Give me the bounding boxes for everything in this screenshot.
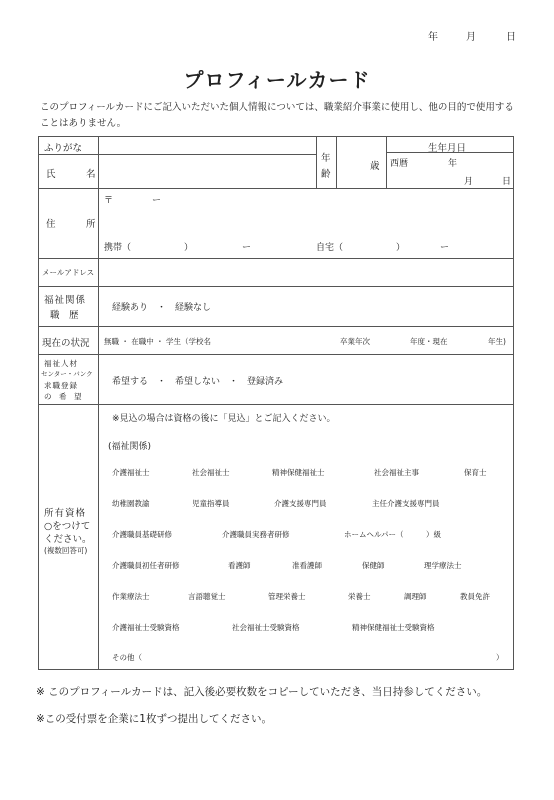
furigana-field[interactable]: [100, 137, 314, 153]
welfare-label-1: 福祉関係: [44, 295, 87, 306]
footer-note-2: ※この受付票を企業に1枚ずつ提出してください。: [36, 713, 272, 725]
home-close: ）: [396, 243, 406, 253]
qual-label-3: ください。: [44, 534, 92, 545]
name-label-1: 氏: [46, 169, 56, 180]
status-grade: 年生): [488, 337, 506, 346]
date-year-label: 年: [428, 32, 438, 43]
qual-item[interactable]: 栄養士: [348, 592, 371, 601]
status-label: 現在の状況: [42, 338, 90, 349]
date-month-label: 月: [466, 32, 476, 43]
qual-category: (福祉関係): [108, 442, 152, 452]
qual-item[interactable]: 社会福祉士: [192, 468, 230, 477]
qual-item[interactable]: 調理師: [404, 592, 427, 601]
qual-other-close: ）: [496, 653, 504, 662]
qual-item[interactable]: 准看護師: [292, 561, 322, 570]
email-label: メールアドレス: [42, 268, 95, 277]
birth-month: 月: [464, 177, 474, 187]
qual-label-2: ○をつけて: [44, 521, 91, 532]
qual-item[interactable]: 保育士: [464, 468, 487, 477]
qual-item[interactable]: ホームヘルパー（ ）級: [344, 530, 441, 539]
qual-label-1: 所有資格: [44, 508, 87, 519]
home-dash: ー: [440, 243, 450, 253]
address-label-2: 所: [86, 219, 96, 230]
mobile-close: ）: [184, 243, 194, 253]
age-label-1: 年: [321, 153, 331, 164]
qual-item[interactable]: 介護職員初任者研修: [112, 561, 180, 570]
home-label: 自宅（: [316, 243, 344, 253]
qual-item[interactable]: 児童指導員: [192, 499, 230, 508]
birth-day: 日: [502, 177, 512, 187]
bank-label-4: の 希 望: [44, 392, 82, 401]
name-field[interactable]: [100, 156, 314, 186]
furigana-label: ふりがな: [44, 143, 83, 154]
qual-item[interactable]: 介護福祉士: [112, 468, 150, 477]
qual-item[interactable]: 作業療法士: [112, 592, 150, 601]
birth-year: 年: [448, 159, 458, 169]
bank-label-2: センター・バンク: [41, 370, 93, 378]
qual-item[interactable]: 介護福祉士受験資格: [112, 623, 180, 632]
address-label-1: 住: [46, 219, 56, 230]
mobile-dash: ー: [242, 243, 252, 253]
qual-note: ※見込の場合は資格の後に「見込」とご記入ください。: [112, 414, 336, 424]
bank-label-3: 求職登録: [44, 381, 78, 390]
bank-options[interactable]: 希望する ・ 希望しない ・ 登録済み: [112, 377, 284, 387]
status-options[interactable]: 無職 ・ 在職中 ・ 学生（学校名: [104, 337, 212, 346]
page-title: プロフィールカード: [183, 68, 371, 92]
bank-label-1: 福祉人材: [44, 359, 78, 368]
address-field[interactable]: [100, 205, 512, 235]
name-label-2: 名: [86, 169, 96, 180]
footer-note-1: ※ このプロフィールカードは、記入後必要枚数をコピーしていただき、当日持参してください。: [36, 686, 488, 698]
qual-item[interactable]: 介護支援専門員: [274, 499, 327, 508]
qual-label-4: (複数回答可): [44, 546, 88, 555]
qual-item[interactable]: 精神保健福祉士: [272, 468, 325, 477]
qual-other-label[interactable]: その他（: [112, 653, 142, 662]
date-day-label: 日: [506, 32, 516, 43]
status-grad-year: 卒業年次: [340, 337, 370, 346]
age-field[interactable]: [338, 138, 374, 186]
qual-item[interactable]: 保健師: [362, 561, 385, 570]
qual-item[interactable]: 管理栄養士: [268, 592, 306, 601]
welfare-label-2: 職 歴: [50, 310, 79, 321]
birth-label: 生年月日: [428, 143, 467, 154]
email-field[interactable]: [100, 260, 512, 284]
qual-item[interactable]: 幼稚園教諭: [112, 499, 150, 508]
qual-item[interactable]: 看護師: [228, 561, 251, 570]
qual-item[interactable]: 社会福祉士受験資格: [232, 623, 300, 632]
mobile-label: 携帯（: [104, 243, 132, 253]
intro-text: このプロフィールカードにご記入いただいた個人情報については、職業紹介事業に使用し、他の目的で使用することはありません。: [40, 102, 514, 129]
qual-item[interactable]: 社会福祉主事: [374, 468, 419, 477]
qual-item[interactable]: 精神保健福祉士受験資格: [352, 623, 435, 632]
age-unit: 歳: [370, 161, 380, 172]
age-label-2: 齢: [321, 169, 331, 180]
birth-era: 西暦: [390, 159, 409, 169]
status-current: 年度・現在: [410, 337, 448, 346]
qual-item[interactable]: 教員免許: [460, 592, 490, 601]
qual-item[interactable]: 介護職員実務者研修: [222, 530, 290, 539]
welfare-options[interactable]: 経験あり ・ 経験なし: [112, 303, 212, 313]
qual-item[interactable]: 言語聴覚士: [188, 592, 226, 601]
postal-dash: ー: [152, 196, 162, 206]
qual-item[interactable]: 主任介護支援専門員: [372, 499, 440, 508]
qual-item[interactable]: 介護職員基礎研修: [112, 530, 172, 539]
qual-item[interactable]: 理学療法士: [424, 561, 462, 570]
postal-mark: 〒: [104, 196, 114, 206]
